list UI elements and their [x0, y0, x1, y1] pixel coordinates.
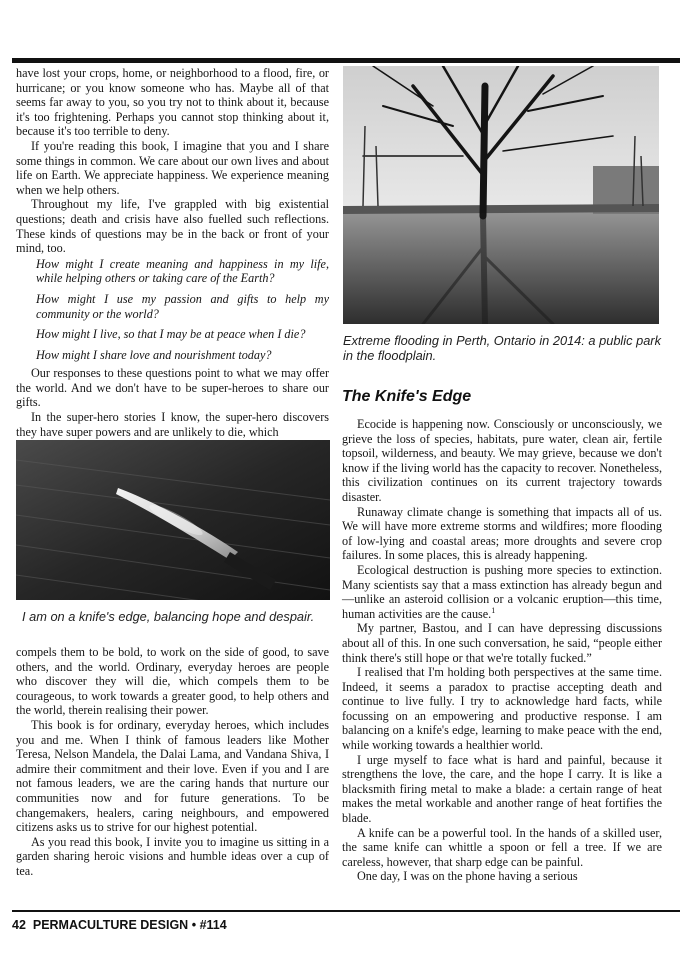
question: How might I create meaning and happiness in my life, while helping others or taking care of the Earth?: [36, 256, 329, 286]
paragraph: have lost your crops, home, or neighborhood to a flood, fire, or hurricane; or you know someone who has. Maybe all of that seems far away to you, so you try not to think about it, because it's too frightening. Perhaps you cannot stop thinking about it, because it's too terrible to deny.: [16, 66, 329, 139]
paragraph: One day, I was on the phone having a serious: [357, 869, 578, 884]
footer-bullet: •: [191, 918, 197, 932]
paragraph: My partner, Bastou, and I can have depressing discussions about all of this. In one such conversation, he said, “people either think there's still hope or that we're totally fucked.”: [342, 621, 662, 665]
bottom-rule: [12, 910, 680, 912]
top-rule: [12, 58, 680, 63]
issue-number: #114: [199, 918, 227, 932]
paragraph: If you're reading this book, I imagine that you and I share some things in common. We care about our own lives and about life on Earth. We appreciate happiness. We experience meaning when we help others.: [16, 138, 329, 197]
page-footer: [12, 918, 227, 932]
flood-photo: [343, 66, 659, 324]
paragraph: I realised that I'm holding both perspectives at the same time. Indeed, it seems a paradox to practise accepting death and continue to live fully. I try to acknowledge hard facts, while focussing on an empowering and productive response. I am balancing on a knife's edge, learning to make peace with the end, while working towards a healthier world.: [342, 665, 662, 753]
paragraph: compels them to be bold, to work on the side of good, to save others, and the world. Ordinary, everyday heroes are people who discover they will die, which compels them to be courageous, to work towards a greater good, to help others and the world, therein realising their power.: [16, 645, 329, 718]
knife-photo: [16, 440, 330, 600]
left-column-top: [16, 66, 329, 439]
paragraph: Ecocide is happening now. Consciously or unconsciously, we grieve the loss of species, habitats, pure water, clean air, fertile topsoil, wilderness, and beauty. We may grieve, because we don't know if the living world has the capacity to recover. Nonetheless, this civilization continues on its current trajectory towards disaster.: [342, 417, 662, 504]
question: How might I live, so that I may be at peace when I die?: [36, 327, 306, 342]
paragraph: Throughout my life, I've grappled with big existential questions; death and crisis have also fuelled such reflections. These kinds of questions may be in the back or front of your mind, too.: [16, 197, 329, 256]
paragraph: As you read this book, I invite you to imagine us sitting in a garden sharing heroic visions and humble ideas over a cup of tea.: [16, 834, 329, 878]
question: How might I use my passion and gifts to help my community or the world?: [36, 291, 329, 321]
publication-name: PERMACULTURE DESIGN: [32, 918, 189, 932]
right-column: [342, 417, 662, 884]
paragraph: Our responses to these questions point to what we may offer the world. And we don't have to be super-heroes to share our gifts.: [16, 366, 329, 410]
knife-caption: I am on a knife's edge, balancing hope and despair.: [22, 609, 315, 624]
section-heading: The Knife's Edge: [342, 388, 472, 405]
paragraph: In the super-hero stories I know, the super-hero discovers they have super powers and are unlikely to die, which: [16, 410, 329, 439]
flood-caption: Extreme flooding in Perth, Ontario in 2014: a public park in the floodplain.: [343, 333, 661, 363]
paragraph-text: Ecological destruction is pushing more species to extinction. Many scientists say that a mass extinction has already begun and—unlike an asteroid collision or a volcanic eruption—this time, human activities are the cause.: [342, 562, 662, 621]
paragraph: I urge myself to face what is hard and painful, because it strengthens the love, the care, and the hope I carry. It is like a blacksmith firing metal to make a blade: a certain range of heat makes the metal workable and another range of heat fortifies the blade.: [342, 752, 662, 826]
paragraph: Runaway climate change is something that impacts all of us. We will have more extreme storms and wildfires; more flooding of low-lying and coastal areas; more droughts and severe crop failures. In some places, this is already happening.: [342, 504, 662, 563]
paragraph: This book is for ordinary, everyday heroes, which includes you and me. When I think of famous leaders like Mother Teresa, Nelson Mandela, the Dalai Lama, and Vandana Shiva, I admire their commitment and their love. Even if you and I are not famous leaders, we are the caring hands that nurture our communities now and for future generations. To be changemakers, healers, caring neighbours, and empowered citizens asks us to strive for our highest potential.: [16, 717, 329, 835]
footnote-mark: 1: [491, 605, 496, 615]
question: How might I share love and nourishment today?: [36, 347, 272, 362]
page-number: 42: [12, 918, 26, 932]
paragraph: [342, 563, 662, 621]
left-column-bottom: [16, 645, 329, 879]
paragraph: A knife can be a powerful tool. In the hands of a skilled user, the same knife can whittle a spoon or fell a tree. If we are careless, however, that sharp edge can be painful.: [342, 825, 662, 869]
